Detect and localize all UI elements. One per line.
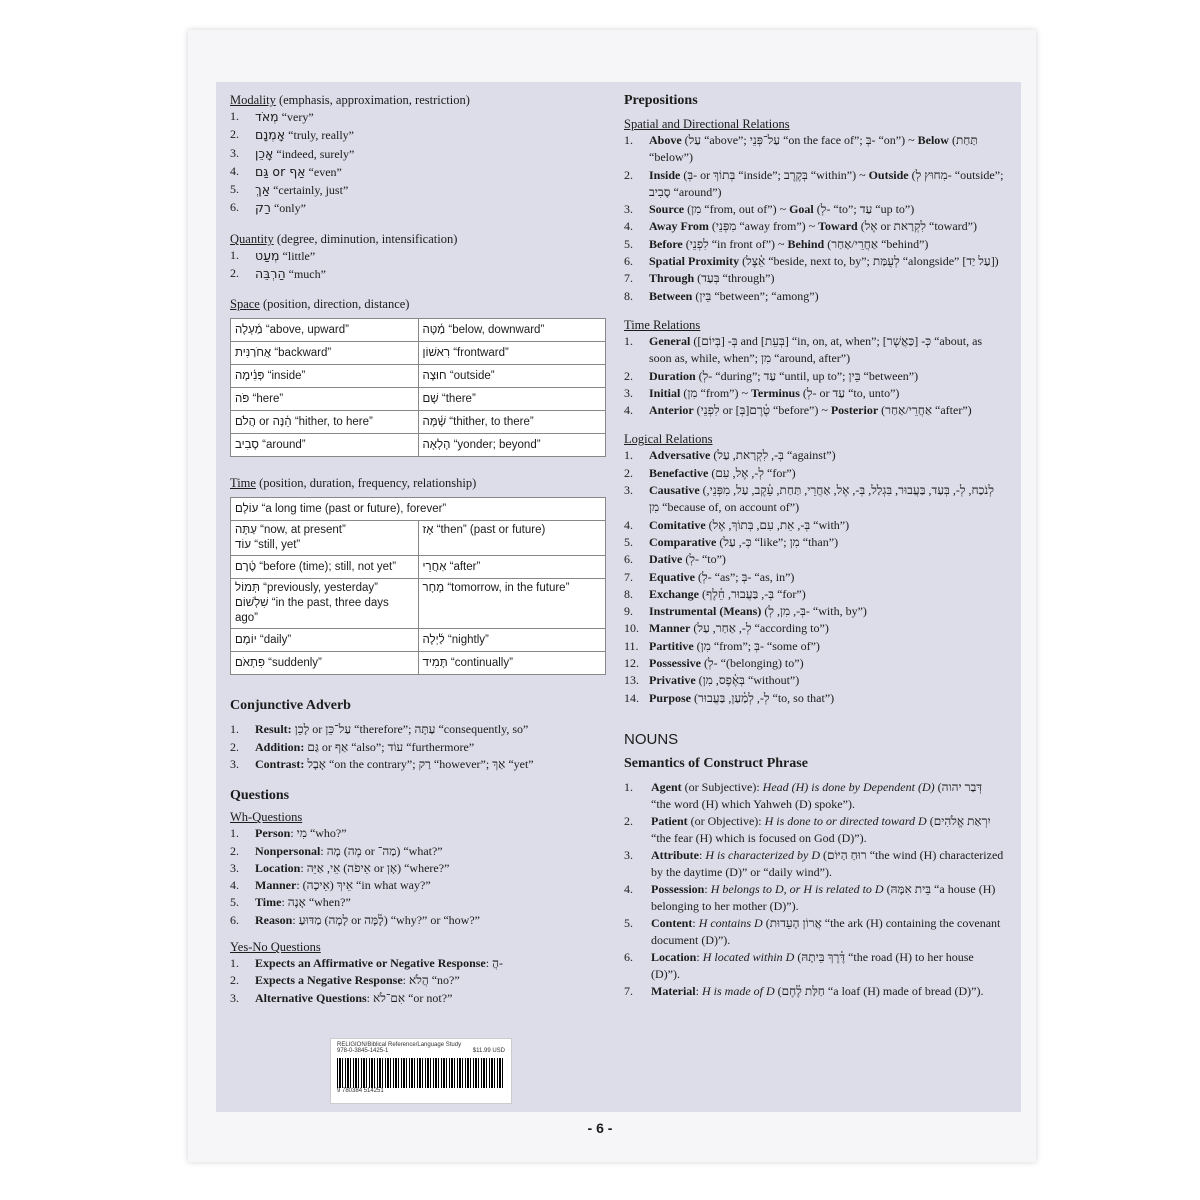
list-item: 10. Manner (לְ-, אַחַר, עַל “according to”) bbox=[624, 621, 829, 636]
yes-no-questions-list bbox=[230, 955, 610, 1007]
list-item: 1. Result: לָכֵן or עַל־כֵּן “therefore”; עַתָּה “consequently, so” bbox=[230, 722, 529, 737]
list-item: 4. Away From (מִפְּנֵי “away from”) ~ Toward (אֶל or לִקְרַאת “toward”) bbox=[624, 219, 977, 234]
left-column bbox=[230, 82, 610, 1007]
list-item: 2. Patient (or Objective): H is done to or directed toward D (יִרְאַת אֱלֹהִים “the fear (H) which is focused on God (D)”). bbox=[624, 813, 991, 845]
logical-relations-heading: Logical Relations bbox=[624, 432, 713, 447]
list-item: 14. Purpose (לְ-, לְמַ֫עַן, בַּעֲבוּר “to, so that”) bbox=[624, 690, 835, 705]
barcode-label: RELIGION/Biblical Reference/Language Study 978-0-3845-1425-1 $11.99 USD 9 780384 514251 bbox=[330, 1038, 512, 1104]
list-item: 3. אָכֵן “indeed, surely” bbox=[230, 145, 355, 161]
time-heading: Time (position, duration, frequency, relationship) bbox=[230, 476, 477, 491]
list-item: 2. Inside (בְּ- or בְּתוֹךְ “inside”; בְּקֶרֶב “within”) ~ Outside (מִחוּץ לְ- “outside”; סָבִיב “around”) bbox=[624, 167, 1004, 199]
spatial-relations-list bbox=[624, 132, 1004, 305]
list-item: 8. Between (בֵּין “between”; “among”) bbox=[624, 288, 819, 303]
list-item: 1. Agent (or Subjective): Head (H) is done by Dependent (D) (דְּבַר יהוה “the word (H) which Yahweh (D) spoke”). bbox=[624, 779, 983, 811]
yes-no-questions-heading: Yes-No Questions bbox=[230, 940, 321, 955]
list-item: 2. הַרְבֵּה “much” bbox=[230, 266, 326, 282]
time-relations-heading: Time Relations bbox=[624, 317, 701, 332]
barcode-bars bbox=[337, 1058, 505, 1088]
list-item: 3. Attribute: H is characterized by D (רוּחַ הַיּוֹם “the wind (H) characterized by the daytime (D)” or “daily wind”). bbox=[624, 847, 1004, 879]
list-item: 1. General (בְּ- [בְּיוֹם] and [בְּעֵת] “in, on, at, when”; כְּ- [כַּאֲשֶׁר] “about, as soon as, while, when”; מִן “around, after”) bbox=[624, 333, 983, 366]
list-item: 1. Person: מִי “who?” bbox=[230, 826, 347, 841]
table-row: פְּנִ֫ימָה “inside” חוּצָה “outside” bbox=[231, 365, 606, 388]
list-item: 2. Duration (לְ- “during”; עַד “until, up to”; בֵּין “between”) bbox=[624, 368, 919, 383]
quantity-heading: Quantity (degree, diminution, intensification) bbox=[230, 231, 458, 246]
list-item: 2. Expects a Negative Response: הֲלֹא “no?” bbox=[230, 973, 460, 988]
list-item: 11. Partitive (מִן “from”; בְּ- “some of”) bbox=[624, 638, 820, 653]
list-item: 9. Instrumental (Means) (בְּ-, מִן, לְ- “with, by”) bbox=[624, 604, 867, 619]
wh-questions-list bbox=[230, 825, 610, 929]
logical-relations-list bbox=[624, 447, 1004, 706]
modality-heading: Modality (emphasis, approximation, restriction) bbox=[230, 93, 470, 107]
list-item: 6. Location: H located within D (דֶּ֫רֶךְ בֵּיתָהּ “the road (H) to her house (D)”). bbox=[624, 949, 974, 981]
list-item: 6. Spatial Proximity (אֵ֫צֶל “beside, next to, by”; לְעֻמַּת “alongside” [עַל יַד]) bbox=[624, 254, 999, 269]
list-item: 2. אָמְנָם “truly, really” bbox=[230, 127, 355, 143]
list-item: 12. Possessive (לְ- “(belonging) to”) bbox=[624, 656, 804, 671]
table-row: עַתָּה “now, at present” עוֹד “still, yet” אָז “then” (past or future) bbox=[231, 521, 606, 556]
time-relations-list bbox=[624, 333, 1004, 419]
table-row: אֲחֹרַנִּית “backward” רִאשׁוֹן “frontward” bbox=[231, 342, 606, 365]
table-row: הֲלֹם or הֵ֫נָּה “hither, to here” שָׁ֫מָּה “thither, to there” bbox=[231, 411, 606, 434]
content-panel bbox=[216, 82, 1021, 1112]
quantity-list bbox=[230, 247, 610, 284]
list-item: 4. גַּם or אַף “even” bbox=[230, 163, 342, 179]
table-row: סָבִיב “around” הָלְאָה “yonder; beyond” bbox=[231, 434, 606, 457]
table-row: פֹּה “here” שָׁם “there” bbox=[231, 388, 606, 411]
right-column bbox=[624, 82, 1004, 1000]
table-row: פִּתְאֹם “suddenly” תָּמִיד “continually” bbox=[231, 652, 606, 675]
list-item: 6. Reason: מַדּוּעַ (לָמָה or לָ֫מָּה) “why?” or “how?” bbox=[230, 912, 480, 927]
list-item: 4. Manner: אֵיךְ (אֵיכָה) “in what way?” bbox=[230, 878, 431, 893]
list-item: 3. Initial (מִן “from”) ~ Terminus (לְ- or עַד “to, unto”) bbox=[624, 385, 900, 400]
list-item: 2. Addition: גַּם or אַף “also”; עוֹד “furthermore” bbox=[230, 739, 475, 754]
list-item: 3. Contrast: אָבָל “on the contrary”; רַק “however”; אַךְ “yet” bbox=[230, 756, 534, 771]
list-item: 2. Benefactive (לְ-, אֶל, עִם “for”) bbox=[624, 465, 796, 480]
space-table bbox=[230, 318, 606, 457]
table-row: מַ֫עְלָה “above, upward” מַ֫טָּה “below, downward” bbox=[231, 319, 606, 342]
list-item: 5. Time: אָנָה “when?” bbox=[230, 895, 351, 910]
list-item: 7. Equative (לְ- “as”; בְּ- “as, in”) bbox=[624, 569, 795, 584]
list-item: 5. אַךְ “certainly, just” bbox=[230, 182, 349, 198]
list-item: 4. Possession: H belongs to D, or H is related to D (בֵּית אִמָּהּ “a house (H) belonging to her mother (D)”). bbox=[624, 881, 996, 913]
list-item: 4. Anterior (לִפְנֵי or [בְּ]טֶ֫רֶם “before”) ~ Posterior (אַחֲרֵי/אַחַר “after”) bbox=[624, 403, 972, 418]
list-item: 5. Comparative (כְּ-, עַל “like”; מִן “than”) bbox=[624, 534, 839, 549]
spatial-relations-heading: Spatial and Directional Relations bbox=[624, 117, 790, 131]
list-item: 1. Expects an Affirmative or Negative Response: הֲ- bbox=[230, 956, 503, 971]
list-item: 8. Exchange (בְּ-, בַּעֲבוּר, חֵ֫לֶף “for”) bbox=[624, 586, 806, 601]
list-item: 2. Nonpersonal: מָה (מֶה or מַה־) “what?” bbox=[230, 843, 443, 858]
wh-questions-heading: Wh-Questions bbox=[230, 810, 303, 825]
list-item: 3. Source (מִן “from, out of”) ~ Goal (לְ- “to”; עַד “up to”) bbox=[624, 202, 915, 217]
nouns-heading: NOUNS bbox=[624, 730, 679, 748]
table-row: עוֹלָם “a long time (past or future), forever” bbox=[231, 498, 606, 521]
list-item: 3. Alternative Questions: אִם־לֹא “or not?” bbox=[230, 990, 453, 1005]
list-item: 1. מְעַט “little” bbox=[230, 247, 316, 263]
page-number: - 6 - bbox=[587, 1120, 613, 1136]
list-item: 5. Before (לִפְנֵי “in front of”) ~ Behind (אַחֲרֵי/אַחַר “behind”) bbox=[624, 236, 929, 251]
list-item: 7. Through (בְּעַד “through”) bbox=[624, 271, 775, 286]
list-item: 1. Above (עַל “above”; עַל־פְּנֵי “on the face of”; בְּ- “on”) ~ Below (תַּחַת “below”) bbox=[624, 133, 978, 165]
list-item: 3. Location: אֵי, אַיֵּה (אֵיפֹה or אָן) “where?” bbox=[230, 860, 450, 875]
questions-heading: Questions bbox=[230, 788, 290, 804]
modality-list bbox=[230, 108, 610, 218]
table-row: טֶ֫רֶם “before (time); still, not yet” אַחֲרֵי “after” bbox=[231, 556, 606, 579]
list-item: 1. Adversative (בְּ-, לִקְרַאת, עַל “against”) bbox=[624, 448, 836, 463]
time-table bbox=[230, 497, 606, 675]
list-item: 3. Causative (לְנֹכַח, לְ-, בְּעַד, בַּעֲבוּר, בִּגְלַל, בְּ-, אֶל, אַחֲרֵי, תַּחַת, עֵ֫קֶב, עַל, מִפְּנֵי, מִן “because of, on account of”) bbox=[624, 483, 994, 515]
list-item: 4. Comitative (בְּ-, אֵת, עִם, בְּתוֹךְ, אֶל “with”) bbox=[624, 517, 850, 532]
list-item: 13. Privative (בְּאֶ֫פֶס, מִן “without”) bbox=[624, 673, 800, 688]
table-row: תְּמוֹל “previously, yesterday” שִׁלְשׁוֹם “in the past, three days ago” מָחָר “tomorrow, in the future” bbox=[231, 579, 606, 629]
construct-phrase-list bbox=[624, 779, 1004, 1000]
conjunctive-list bbox=[230, 721, 610, 773]
conjunctive-adverb-heading: Conjunctive Adverb bbox=[230, 698, 351, 714]
space-heading: Space (position, direction, distance) bbox=[230, 297, 410, 312]
construct-phrase-heading: Semantics of Construct Phrase bbox=[624, 755, 808, 771]
list-item: 7. Material: H is made of D (חַלַּת לֶ֫חֶם “a loaf (H) made of bread (D)”). bbox=[624, 983, 984, 998]
list-item: 5. Content: H contains D (אֲרוֹן הָעֵדוּת “the ark (H) containing the covenant document (D)”). bbox=[624, 915, 1001, 947]
list-item: 6. Dative (לְ- “to”) bbox=[624, 552, 726, 567]
construct-phrase-section bbox=[624, 779, 1004, 1000]
list-item: 6. רַק “only” bbox=[230, 200, 306, 216]
table-row: יוֹמָם “daily” לַ֫יְלָה “nightly” bbox=[231, 629, 606, 652]
prepositions-heading: Prepositions bbox=[624, 93, 698, 108]
list-item: 1. מְאֹד “very” bbox=[230, 109, 314, 124]
